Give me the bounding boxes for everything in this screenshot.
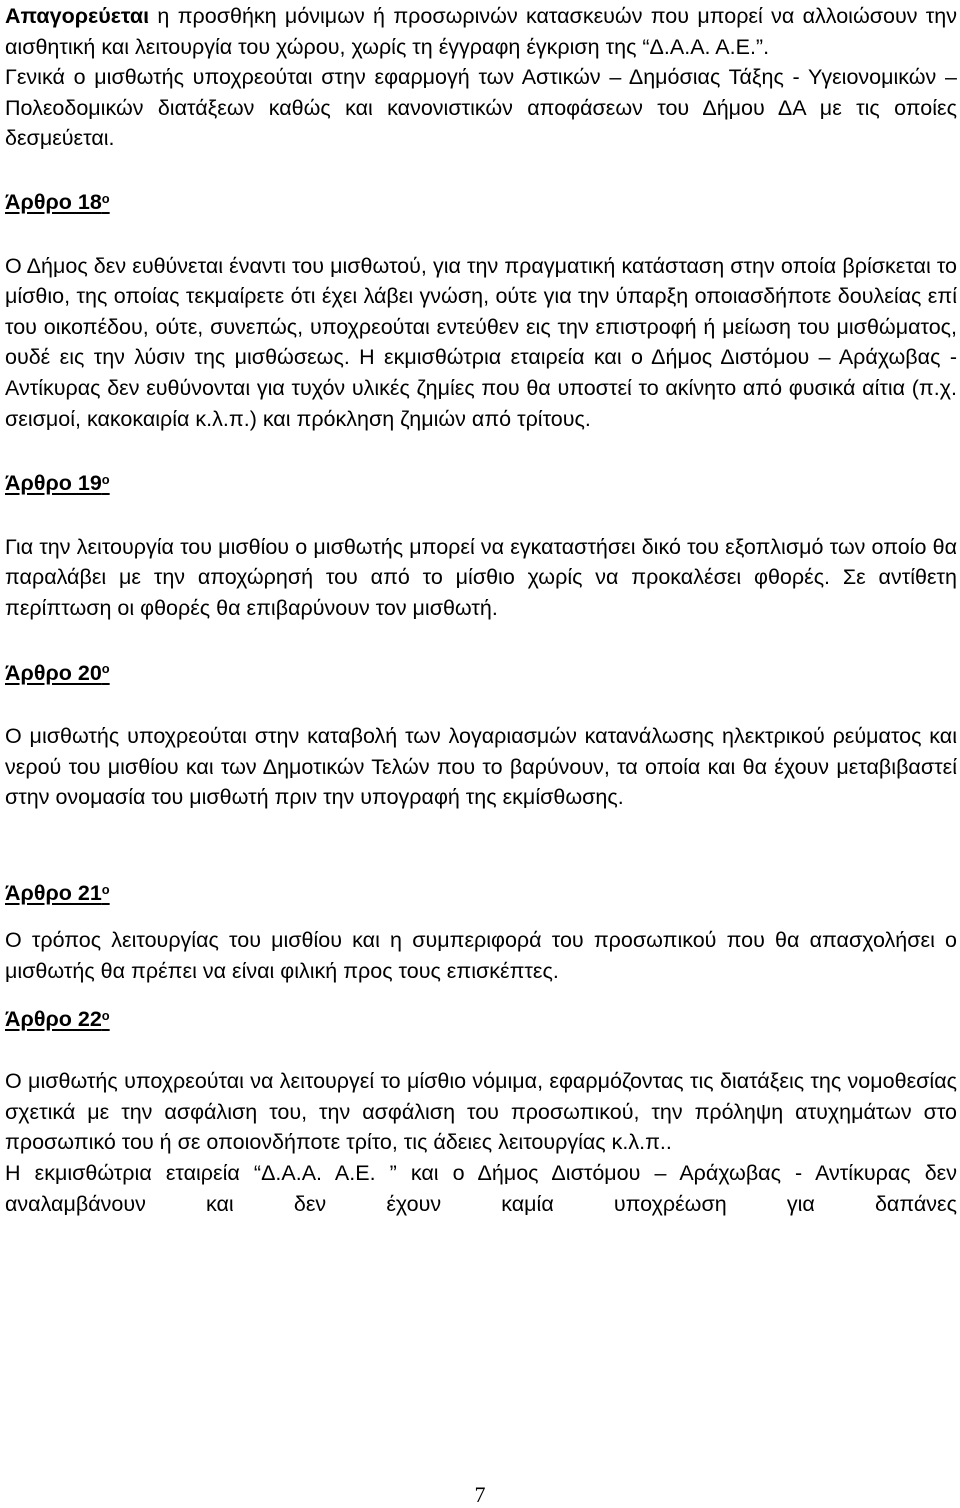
intro-paragraph-2: Γενικά ο μισθωτής υποχρεούται στην εφαρμογή των Αστικών – Δημόσιας Τάξης - Υγειονομικών – Πολεοδομικών διατάξεων καθώς και κανονιστικών αποφάσεων του Δήμου ΔΑ με τις οποίες δεσμεύεται. [5,65,957,151]
article-heading-text: Άρθρο 19 [5,471,102,496]
article-heading-text: Άρθρο 22 [5,1006,102,1031]
ordinal-indicator: ο [101,190,110,206]
article-body-22: Ο μισθωτής υποχρεούται να λειτουργεί το μίσθιο νόμιμα, εφαρμόζοντας τις διατάξεις της νομοθεσίας σχετικά με την ασφάλιση του, την ασφάλιση του προσωπικού, την πρόληψη ατυχημάτων στο προσωπικό του ή σε οποιονδήποτε τρίτο, τις άδειες λειτουργίας κ.λ.π.. [5,1069,957,1155]
article-heading-22 [5,1004,957,1035]
article-heading-20 [5,658,957,689]
ordinal-indicator: ο [101,1007,110,1023]
article-heading-text: Άρθρο 21 [5,880,102,905]
document-page [5,1,957,1219]
ordinal-indicator: ο [101,661,110,677]
article-heading-19 [5,468,957,499]
article-body-20: Ο μισθωτής υποχρεούται στην καταβολή των λογαριασμών κατανάλωσης ηλεκτρικού ρεύματος και νερού του μισθίου και των Δημοτικών Τελών που το βαρύνουν, τα οποία και θα έχουν μεταβιβαστεί στην ονομασία του μισθωτή πριν την υπογραφή της εκμίσθωσης. [5,724,957,810]
article-body-21: Ο τρόπος λειτουργίας του μισθίου και η συμπεριφορά του προσωπικού που θα απασχολήσει ο μισθωτής θα πρέπει να είναι φιλική προς τους επισκέπτες. [5,928,957,984]
article-body-18: Ο Δήμος δεν ευθύνεται έναντι του μισθωτού, για την πραγματική κατάσταση στην οποία βρίσκεται το μίσθιο, της οποίας τεκμαίρετε ότι έχει λάβει γνώση, ούτε για την ύπαρξη οποιασδήποτε δουλείας επί του οικοπέδου, ούτε, συνεπώς, υποχρεούται εντεύθεν εις την επιστροφή ή μείωση του μισθώματος, ουδέ εις την λύσιν της μισθώσεως. Η εκμισθώτρια εταιρεία και ο Δήμος Διστόμου – Αράχωβας - Αντίκυρας δεν ευθύνονται για τυχόν υλικές ζημίες που θα υποστεί το ακίνητο από φυσικά αίτια (π.χ. σεισμοί, κακοκαιρία κ.λ.π.) και πρόκληση ζημιών από τρίτους. [5,253,957,431]
article-heading-18 [5,187,957,218]
ordinal-indicator: ο [101,881,110,897]
intro-lead-bold: Απαγορεύεται [5,4,150,28]
article-body-19: Για την λειτουργία του μισθίου ο μισθωτής μπορεί να εγκαταστήσει δικό του εξοπλισμό των οποίο θα παραλάβει με την αποχώρησή του από το μίσθιο χωρίς να προκαλέσει φθορές. Σε αντίθετη περίπτωση οι φθορές θα επιβαρύνουν τον μισθωτή. [5,534,957,620]
intro-paragraph [5,1,957,62]
article-heading-text: Άρθρο 20 [5,660,102,685]
article-body-22-continued: Η εκμισθώτρια εταιρεία “Δ.Α.Α. Α.Ε. ” και ο Δήμος Διστόμου – Αράχωβας - Αντίκυρας δεν αναλαμβάνουν και δεν έχουν καμία υποχρέωση για δαπάνες [5,1161,957,1216]
intro-lead-text: η προσθήκη μόνιμων ή προσωρινών κατασκευών που μπορεί να αλλοιώσουν την αισθητική και λειτουργία του χώρου, χωρίς τη έγγραφη έγκριση της “Δ.Α.Α. Α.Ε.”. [5,4,957,59]
article-heading-text: Άρθρο 18 [5,189,102,214]
article-heading-21 [5,878,957,909]
page-number: 7 [474,1482,486,1507]
ordinal-indicator: ο [101,471,110,487]
